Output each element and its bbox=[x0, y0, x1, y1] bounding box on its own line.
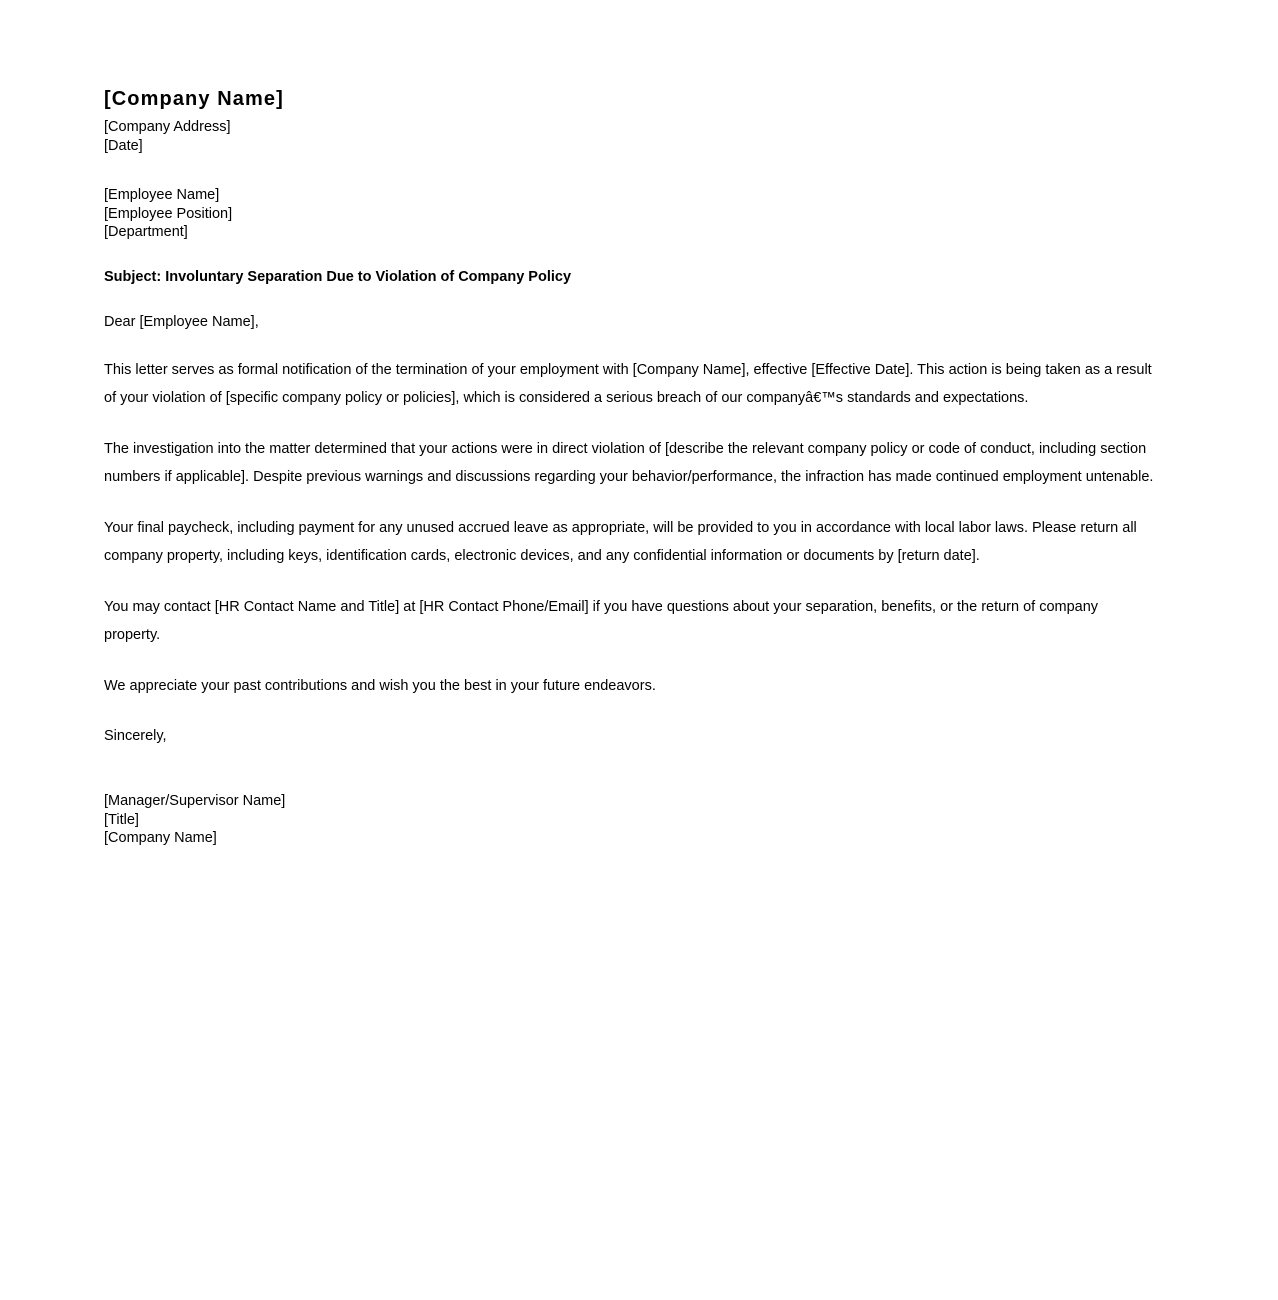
spacer-before-closing bbox=[104, 700, 1154, 727]
body-paragraph: This letter serves as formal notification of the termination of your employment with [Company Name], effective [Effective Date]. This action is being taken as a result of your violation of [specific company policy or policies], which is considered a serious breach of our companyâ€™s standards and expectations. bbox=[104, 361, 1152, 406]
spacer-before-paragraph-1 bbox=[104, 332, 1154, 356]
body-paragraph: The investigation into the matter determined that your actions were in direct violation of [describe the relevant company policy or code of conduct, including section numbers if applicable]. Despite previous warnings and discussions regarding your behavior/performance, the infraction has made continued employment untenable. bbox=[104, 440, 1154, 485]
closing-salutation: Sincerely, bbox=[104, 727, 167, 744]
subject-line: Subject: Involuntary Separation Due to Violation of Company Policy bbox=[104, 268, 572, 285]
spacer-before-paragraph-4 bbox=[104, 570, 1154, 593]
spacer-before-paragraph-2 bbox=[104, 412, 1154, 435]
body-paragraph: We appreciate your past contributions and wish you the best in your future endeavors. bbox=[104, 677, 656, 694]
signer-name: [Manager/Supervisor Name] bbox=[104, 792, 286, 809]
spacer-before-paragraph-3 bbox=[104, 491, 1154, 514]
spacer-before-recipient bbox=[104, 155, 1154, 186]
company-address-line: [Company Address] bbox=[104, 119, 231, 135]
letterhead-address-block bbox=[104, 118, 1154, 155]
signature-space bbox=[104, 746, 1154, 792]
signature-block bbox=[104, 792, 1154, 848]
recipient-block bbox=[104, 186, 1154, 242]
salutation: Dear [Employee Name], bbox=[104, 313, 259, 330]
body-paragraph: You may contact [HR Contact Name and Title] at [HR Contact Phone/Email] if you have questions about your separation, benefits, or the return of company property. bbox=[104, 598, 1099, 643]
spacer-before-paragraph-5 bbox=[104, 649, 1154, 672]
recipient-department: [Department] bbox=[104, 224, 188, 241]
spacer-before-subject bbox=[104, 242, 1154, 268]
spacer-before-greeting bbox=[104, 287, 1154, 313]
letter-body bbox=[104, 86, 1154, 848]
letter-date-line: [Date] bbox=[104, 137, 143, 154]
recipient-employee-position: [Employee Position] bbox=[104, 205, 233, 222]
company-name-heading: [Company Name] bbox=[104, 88, 284, 110]
signer-title: [Title] bbox=[104, 811, 139, 828]
recipient-employee-name: [Employee Name] bbox=[104, 187, 220, 204]
signer-company-name: [Company Name] bbox=[104, 830, 217, 847]
body-paragraph: Your final paycheck, including payment for any unused accrued leave as appropriate, will be provided to you in accordance with local labor laws. Please return all company property, including keys, identification cards, electronic devices, and any confidential information or documents by [return date]. bbox=[104, 519, 1137, 564]
